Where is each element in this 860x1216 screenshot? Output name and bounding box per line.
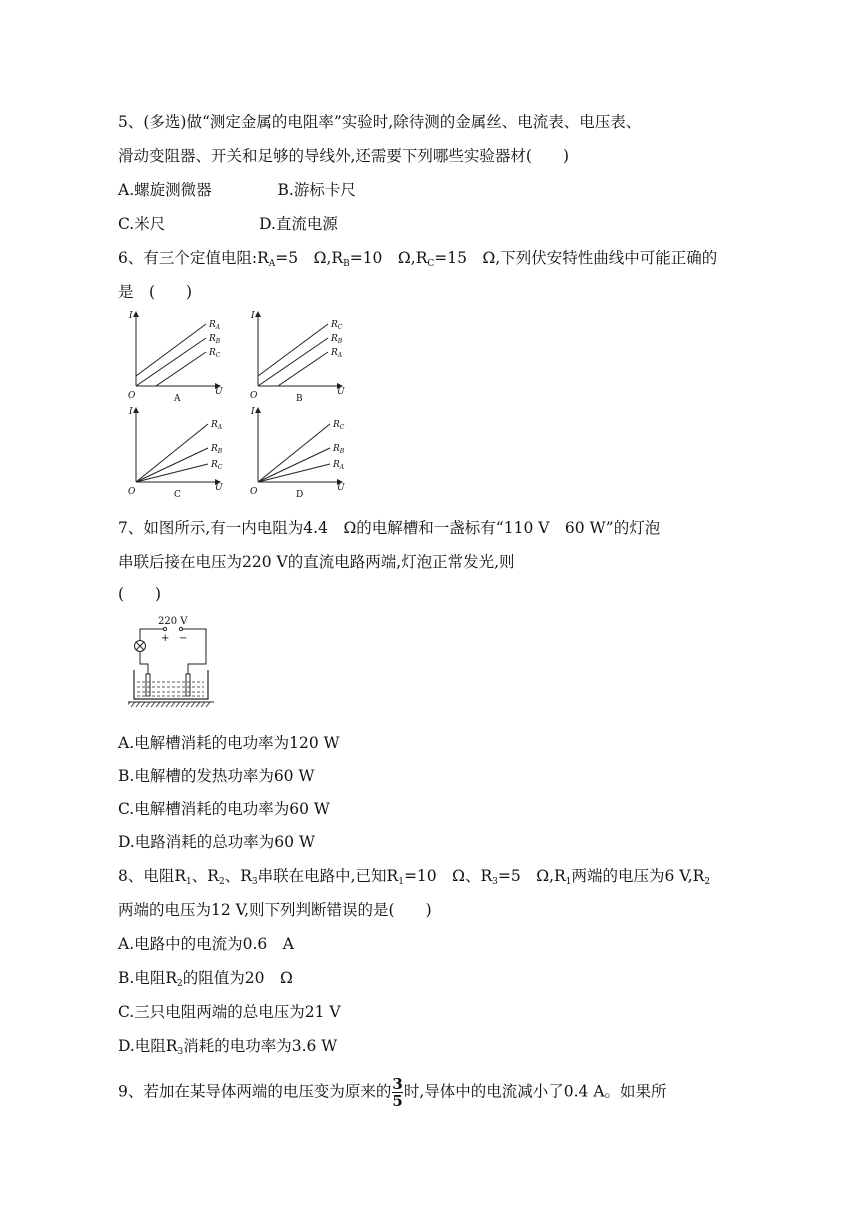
- hatch-mark: [186, 702, 190, 707]
- panel-label: B: [296, 394, 303, 404]
- u-axis-label: U: [337, 387, 345, 397]
- iv-line-label: $R_C$: [331, 320, 343, 331]
- q8-stem-line2: 两端的电压为12 V,则下列判断错误的是( ): [118, 901, 432, 919]
- q9-text: 时,导体中的电流减小了0.4 A。如果所: [403, 1082, 667, 1101]
- q8-option-c: C.三只电阻两端的总电压为21 V: [118, 1003, 341, 1021]
- q6-stem-line1: [118, 248, 717, 274]
- q5-options-row2: [118, 214, 338, 234]
- q6-text: =15 Ω,下列伏安特性曲线中可能正确的: [434, 249, 718, 267]
- q8-option-a: A.电路中的电流为0.6 A: [118, 935, 294, 953]
- q9-stem-line1: [118, 1077, 667, 1108]
- circuit-voltage-label: 220 V: [158, 616, 188, 627]
- q6-sub: B: [343, 259, 350, 269]
- q5-stem-line2: 滑动变阻器、开关和足够的导线外,还需要下列哪些实验器材( ): [118, 147, 570, 165]
- q5-option-d: D.直流电源: [259, 215, 338, 233]
- iv-line-label: $R_C$: [333, 420, 345, 431]
- q5-option-a: A.螺旋测微器: [118, 181, 212, 199]
- q8-text: B.电阻R: [118, 969, 177, 987]
- q8-sub: 2: [704, 877, 711, 887]
- panel-label: C: [174, 490, 181, 500]
- q8-text: 、R: [191, 867, 219, 885]
- hatch-mark: [181, 702, 185, 707]
- q7-option-d: D.电路消耗的总功率为60 W: [118, 833, 315, 851]
- terminal-left: [163, 627, 166, 630]
- origin-label: O: [250, 391, 258, 401]
- q8-sub: 1: [398, 877, 404, 887]
- iv-graph-panel-d: [250, 407, 345, 500]
- iv-graphs-figure: [118, 306, 368, 502]
- iv-graph-panel-a: [128, 311, 223, 404]
- q5-option-b: B.游标卡尺: [277, 181, 356, 199]
- q8-sub: 2: [177, 979, 183, 989]
- hatch-mark: [171, 702, 175, 707]
- iv-line-label: $R_A$: [209, 320, 221, 331]
- panel-label: D: [296, 490, 304, 500]
- hatch-mark: [131, 702, 135, 707]
- i-axis-label: I: [129, 311, 133, 321]
- iv-line-label: $R_B$: [331, 334, 343, 345]
- iv-line-label: $R_C$: [209, 348, 221, 359]
- hatch-mark: [141, 702, 145, 707]
- q7-stem-line3: ( ): [118, 585, 162, 603]
- q8-text: D.电阻R: [118, 1037, 178, 1055]
- q8-option-b: [118, 968, 293, 994]
- iv-line: [258, 338, 328, 386]
- q6-sub: A: [268, 259, 276, 269]
- hatch-mark: [156, 702, 160, 707]
- iv-line-label: $R_A$: [333, 460, 345, 471]
- electrode-right: [186, 674, 190, 696]
- q8-sub: 3: [177, 1047, 184, 1057]
- q8-text: 的阻值为20 Ω: [182, 969, 293, 987]
- q8-option-d: [118, 1036, 337, 1062]
- lamp-icon: [135, 641, 146, 652]
- u-axis-label: U: [215, 387, 223, 397]
- iv-line-label: $R_B$: [333, 444, 345, 455]
- fraction-denominator: 5: [392, 1092, 403, 1110]
- q7-stem-line1: 7、如图所示,有一内电阻为4.4 Ω的电解槽和一盏标有“110 V 60 W”的灯泡: [118, 519, 661, 537]
- fraction-three-fifths: [392, 1077, 402, 1108]
- q8-text: 串联在电路中,已知R: [257, 867, 399, 885]
- q7-option-b: B.电解槽的发热功率为60 W: [118, 767, 315, 785]
- hatch-mark: [201, 702, 205, 707]
- electrode-left: [146, 674, 150, 696]
- origin-label: O: [250, 487, 258, 497]
- hatch-mark: [151, 702, 155, 707]
- iv-line-label: $R_B$: [211, 444, 223, 455]
- q9-text: 9、若加在某导体两端的电压变为原来的: [118, 1082, 392, 1101]
- q8-text: 两端的电压为6 V,R: [571, 867, 705, 885]
- q8-stem-line1: [118, 866, 710, 892]
- hatch-mark: [196, 702, 200, 707]
- hatch-mark: [191, 702, 195, 707]
- q7-option-c: C.电解槽消耗的电功率为60 W: [118, 800, 330, 818]
- u-axis-label: U: [215, 483, 223, 493]
- hatch-mark: [128, 702, 130, 707]
- origin-label: O: [128, 391, 136, 401]
- iv-line-label: $R_C$: [211, 460, 223, 471]
- iv-line-label: $R_A$: [331, 348, 343, 359]
- i-axis-label: I: [129, 407, 133, 417]
- i-axis-label: I: [251, 311, 255, 321]
- q6-text: 6、有三个定值电阻:R: [118, 249, 269, 267]
- iv-graph-panel-c: [128, 407, 223, 500]
- iv-line-label: $R_B$: [209, 334, 221, 345]
- terminal-plus-label: +: [161, 633, 170, 644]
- q8-text: =10 Ω、R: [403, 867, 493, 885]
- q6-sub: C: [427, 259, 435, 269]
- hatch-mark: [136, 702, 140, 707]
- iv-line: [258, 324, 328, 376]
- q8-sub: 3: [251, 877, 258, 887]
- iv-line: [156, 352, 206, 386]
- hatch-mark: [206, 702, 210, 707]
- q8-text: 消耗的电功率为3.6 W: [183, 1037, 338, 1055]
- electrolysis-circuit-diagram: [128, 612, 214, 708]
- hatch-mark: [146, 702, 150, 707]
- terminal-minus-label: −: [179, 633, 188, 644]
- electrolytic-cell-tank: [134, 670, 208, 699]
- terminal-right: [179, 627, 182, 630]
- q5-stem-line1: 5、(多选)做“测定金属的电阻率”实验时,除待测的金属丝、电流表、电压表、: [118, 113, 642, 131]
- hatch-mark: [161, 702, 165, 707]
- iv-line: [136, 324, 206, 376]
- ground-hatch: [128, 702, 210, 707]
- q8-text: 、R: [224, 867, 252, 885]
- q8-sub: 2: [218, 877, 225, 887]
- q8-sub: 3: [492, 877, 498, 887]
- u-axis-label: U: [337, 483, 345, 493]
- q8-sub: 1: [565, 877, 572, 887]
- q7-option-a: A.电解槽消耗的电功率为120 W: [118, 734, 340, 752]
- fraction-numerator: 3: [392, 1075, 403, 1093]
- iv-line: [136, 338, 206, 386]
- q6-stem-line2: 是 ( ): [118, 283, 193, 301]
- q6-text: =10 Ω,R: [349, 249, 428, 267]
- panel-label: A: [174, 394, 181, 404]
- q5-options-row1: [118, 180, 356, 200]
- q8-text: =5 Ω,R: [497, 867, 566, 885]
- q6-text: =5 Ω,R: [275, 249, 344, 267]
- hatch-mark: [176, 702, 180, 707]
- i-axis-label: I: [251, 407, 255, 417]
- iv-line-label: $R_A$: [211, 420, 223, 431]
- hatch-mark: [166, 702, 170, 707]
- iv-line: [278, 352, 328, 386]
- q8-text: 8、电阻R: [118, 867, 187, 885]
- circuit-wire: [140, 629, 206, 674]
- origin-label: O: [128, 487, 136, 497]
- iv-graph-panel-b: [250, 311, 345, 404]
- q5-option-c: C.米尺: [118, 215, 166, 233]
- q8-sub: 1: [186, 877, 192, 887]
- q7-stem-line2: 串联后接在电压为220 V的直流电路两端,灯泡正常发光,则: [118, 553, 515, 571]
